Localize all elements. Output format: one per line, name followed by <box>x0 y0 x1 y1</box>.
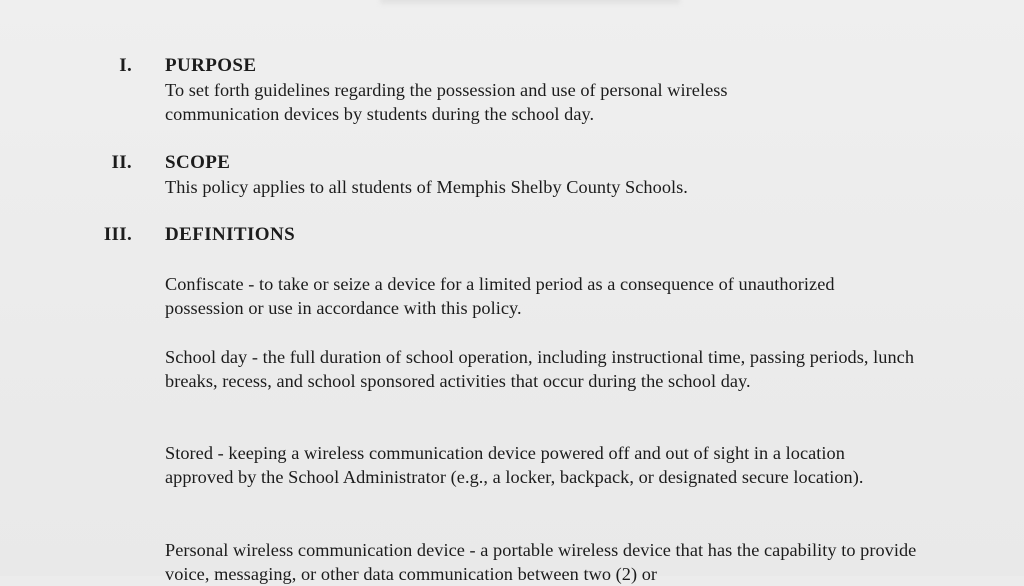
definition-personal-wireless-device: Personal wireless communication device - a portable wireless device that has the capability to provide voice, messaging, or other data communication between two (2) or <box>165 540 917 585</box>
definition-stored: Stored - keeping a wireless communication device powered off and out of sight in a location approved by the School Administrator (e.g., a locker, backpack, or designated secure location). <box>165 443 864 488</box>
section-numeral: II. <box>111 152 132 173</box>
section-body: This policy applies to all students of Memphis Shelby County Schools. <box>165 177 688 197</box>
section-heading: PURPOSE <box>165 55 257 76</box>
section-body: To set forth guidelines regarding the possession and use of personal wireless communication devices by students during the school day. <box>165 80 728 125</box>
section-heading: DEFINITIONS <box>165 224 296 245</box>
section-heading: SCOPE <box>165 152 231 173</box>
definition-confiscate: Confiscate - to take or seize a device for a limited period as a consequence of unauthorized possession or use in accordance with this policy. <box>165 274 835 319</box>
section-numeral: III. <box>103 224 132 245</box>
definition-school-day: School day - the full duration of school operation, including instructional time, passing periods, lunch breaks, recess, and school sponsored activities that occur during the school day. <box>165 347 915 392</box>
cropped-title-remnant <box>380 0 680 4</box>
section-numeral: I. <box>119 55 132 76</box>
